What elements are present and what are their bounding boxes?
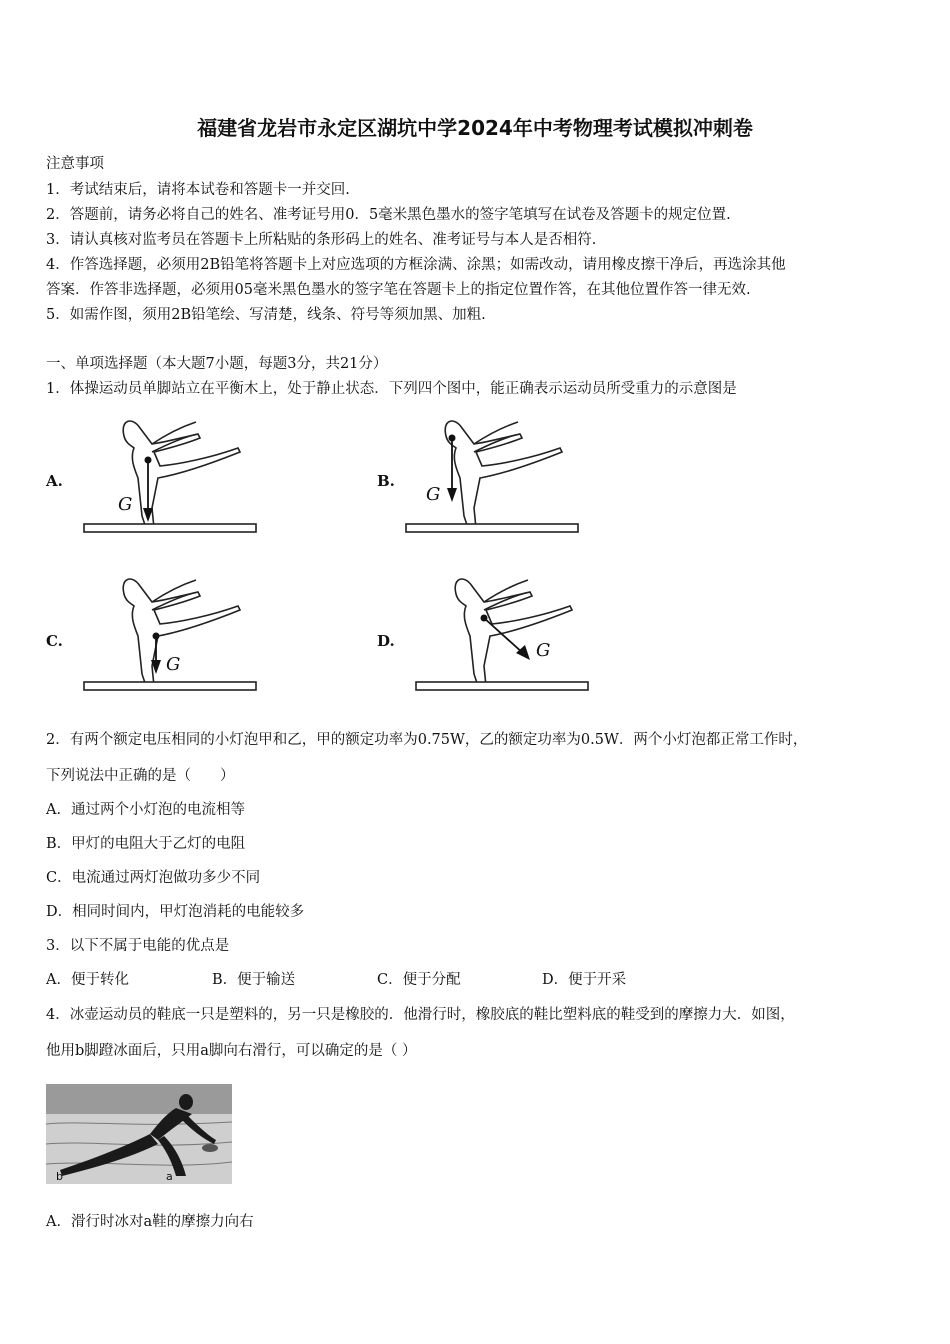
force-label-g: G [166, 654, 181, 675]
q2-option-b: B．甲灯的电阻大于乙灯的电阻 [46, 836, 246, 852]
page-title: 福建省龙岩市永定区湖坑中学2024年中考物理考试模拟冲刺卷 [197, 116, 753, 140]
force-label-g: G [536, 640, 551, 661]
force-label-g: G [118, 494, 133, 515]
notice-item: 2．答题前，请务必将自己的姓名、准考证号用0．5毫米黑色墨水的签字笔填写在试卷及答题卡的规定位置. [46, 207, 731, 223]
gymnast-figure-d [412, 566, 592, 696]
section-heading: 一、单项选择题（本大题7小题，每题3分，共21分） [46, 356, 388, 372]
notice-item: 答案．作答非选择题，必须用05毫米黑色墨水的签字笔在答题卡上的指定位置作答，在其他位置作答一律无效. [46, 282, 751, 298]
q1-option-d-label: D. [377, 632, 395, 650]
notice-item: 3．请认真核对监考员在答题卡上所粘贴的条形码上的姓名、准考证号与本人是否相符. [46, 232, 597, 248]
q2-option-a: A．通过两个小灯泡的电流相等 [46, 802, 245, 818]
curling-photo [46, 1084, 232, 1184]
q1-option-b-label: B. [377, 472, 395, 490]
q2-option-d: D．相同时间内，甲灯泡消耗的电能较多 [46, 904, 305, 920]
question-1-stem: 1．体操运动员单脚站立在平衡木上，处于静止状态．下列四个图中，能正确表示运动员所受重力的示意图是 [46, 381, 737, 397]
question-2-stem-cont: 下列说法中正确的是（ ） [46, 768, 235, 784]
notice-item: 4．作答选择题，必须用2B铅笔将答题卡上对应选项的方框涂满、涂黑；如需改动，请用橡皮擦干净后，再选涂其他 [46, 257, 786, 273]
q1-option-a-label: A. [46, 472, 63, 490]
force-label-g: G [426, 484, 441, 505]
q3-option-d: D．便于开采 [542, 972, 627, 988]
photo-label-b: b [56, 1170, 63, 1183]
question-3-stem: 3．以下不属于电能的优点是 [46, 938, 230, 954]
photo-label-a: a [166, 1170, 173, 1183]
notice-heading: 注意事项 [46, 156, 104, 172]
gymnast-figure-c [80, 566, 260, 696]
q3-option-a: A．便于转化 [46, 972, 129, 988]
question-4-stem: 4．冰壶运动员的鞋底一只是塑料的，另一只是橡胶的．他滑行时，橡胶底的鞋比塑料底的鞋受到的摩擦力大．如图， [46, 1007, 795, 1023]
q3-option-c: C．便于分配 [377, 972, 461, 988]
question-4-stem-cont: 他用b脚蹬冰面后，只用a脚向右滑行，可以确定的是（ ） [46, 1043, 417, 1059]
question-2-stem: 2．有两个额定电压相同的小灯泡甲和乙，甲的额定功率为0.75W，乙的额定功率为0.5W．两个小灯泡都正常工作时， [46, 732, 808, 748]
q1-option-c-label: C. [46, 632, 63, 650]
notice-item: 5．如需作图，须用2B铅笔绘、写清楚，线条、符号等须加黑、加粗. [46, 307, 486, 323]
q4-option-a: A．滑行时冰对a鞋的摩擦力向右 [46, 1214, 254, 1230]
q2-option-c: C．电流通过两灯泡做功多少不同 [46, 870, 261, 886]
gymnast-figure-b [402, 408, 582, 538]
notice-item: 1．考试结束后，请将本试卷和答题卡一并交回. [46, 182, 350, 198]
gymnast-figure-a [80, 408, 260, 538]
q3-option-b: B．便于输送 [212, 972, 296, 988]
